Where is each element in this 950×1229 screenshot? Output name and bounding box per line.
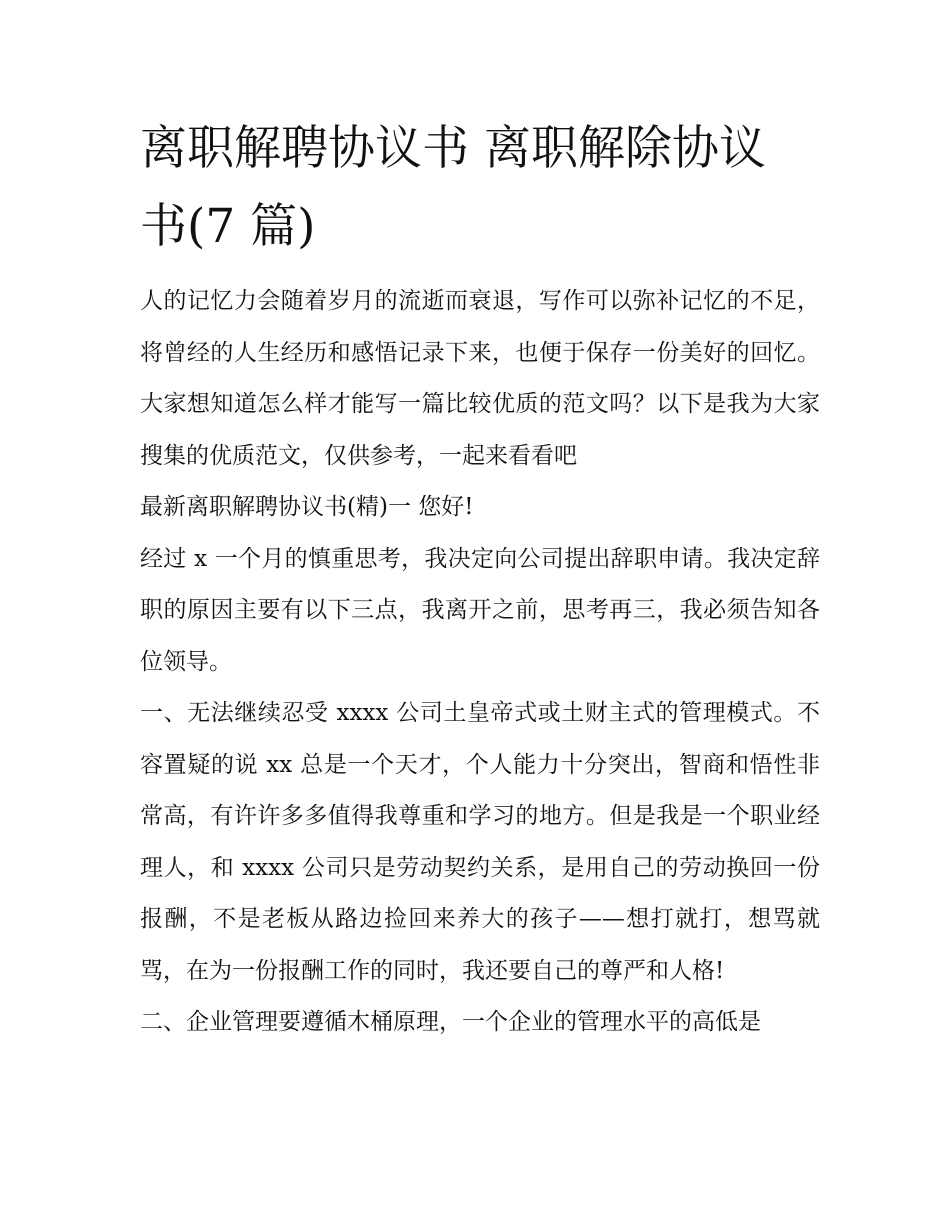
body-paragraph-2: 一、无法继续忍受 xxxx 公司土皇帝式或土财主式的管理模式。不容置疑的说 xx 总是一个天才，个人能力十分突出，智商和悟性非常高，有许许多多值得我尊重和学习的地方。但是我是一个职业经理人，和 xxxx 公司只是劳动契约关系，是用自己的劳动换回一份报酬，不是老板从路边捡回来养大的孩子——想打就打，想骂就骂，在为一份报酬工作的同时，我还要自己的尊严和人格! (140, 700, 820, 984)
body-paragraph-1: 经过 x 一个月的慎重思考，我决定向公司提出辞职申请。我决定辞职的原因主要有以下三点，我离开之前，思考再三，我必须告知各位领导。 (140, 545, 820, 675)
intro-paragraph: 人的记忆力会随着岁月的流逝而衰退，写作可以弥补记忆的不足，将曾经的人生经历和感悟记录下来，也便于保存一份美好的回忆。大家想知道怎么样才能写一篇比较优质的范文吗？以下是我为大家搜集的优质范文，仅供参考，一起来看看吧 (140, 288, 820, 469)
section-heading: 最新离职解聘协议书(精)一 您好! (140, 494, 474, 520)
title-line-1: 离职解聘协议书 离职解除协议 (140, 121, 766, 176)
document-title (140, 110, 820, 266)
body-paragraph-3: 二、企业管理要遵循木桶原理，一个企业的管理水平的高低是 (140, 1009, 761, 1035)
document-page (140, 110, 820, 1049)
title-line-2: 书(7 篇) (140, 199, 316, 254)
